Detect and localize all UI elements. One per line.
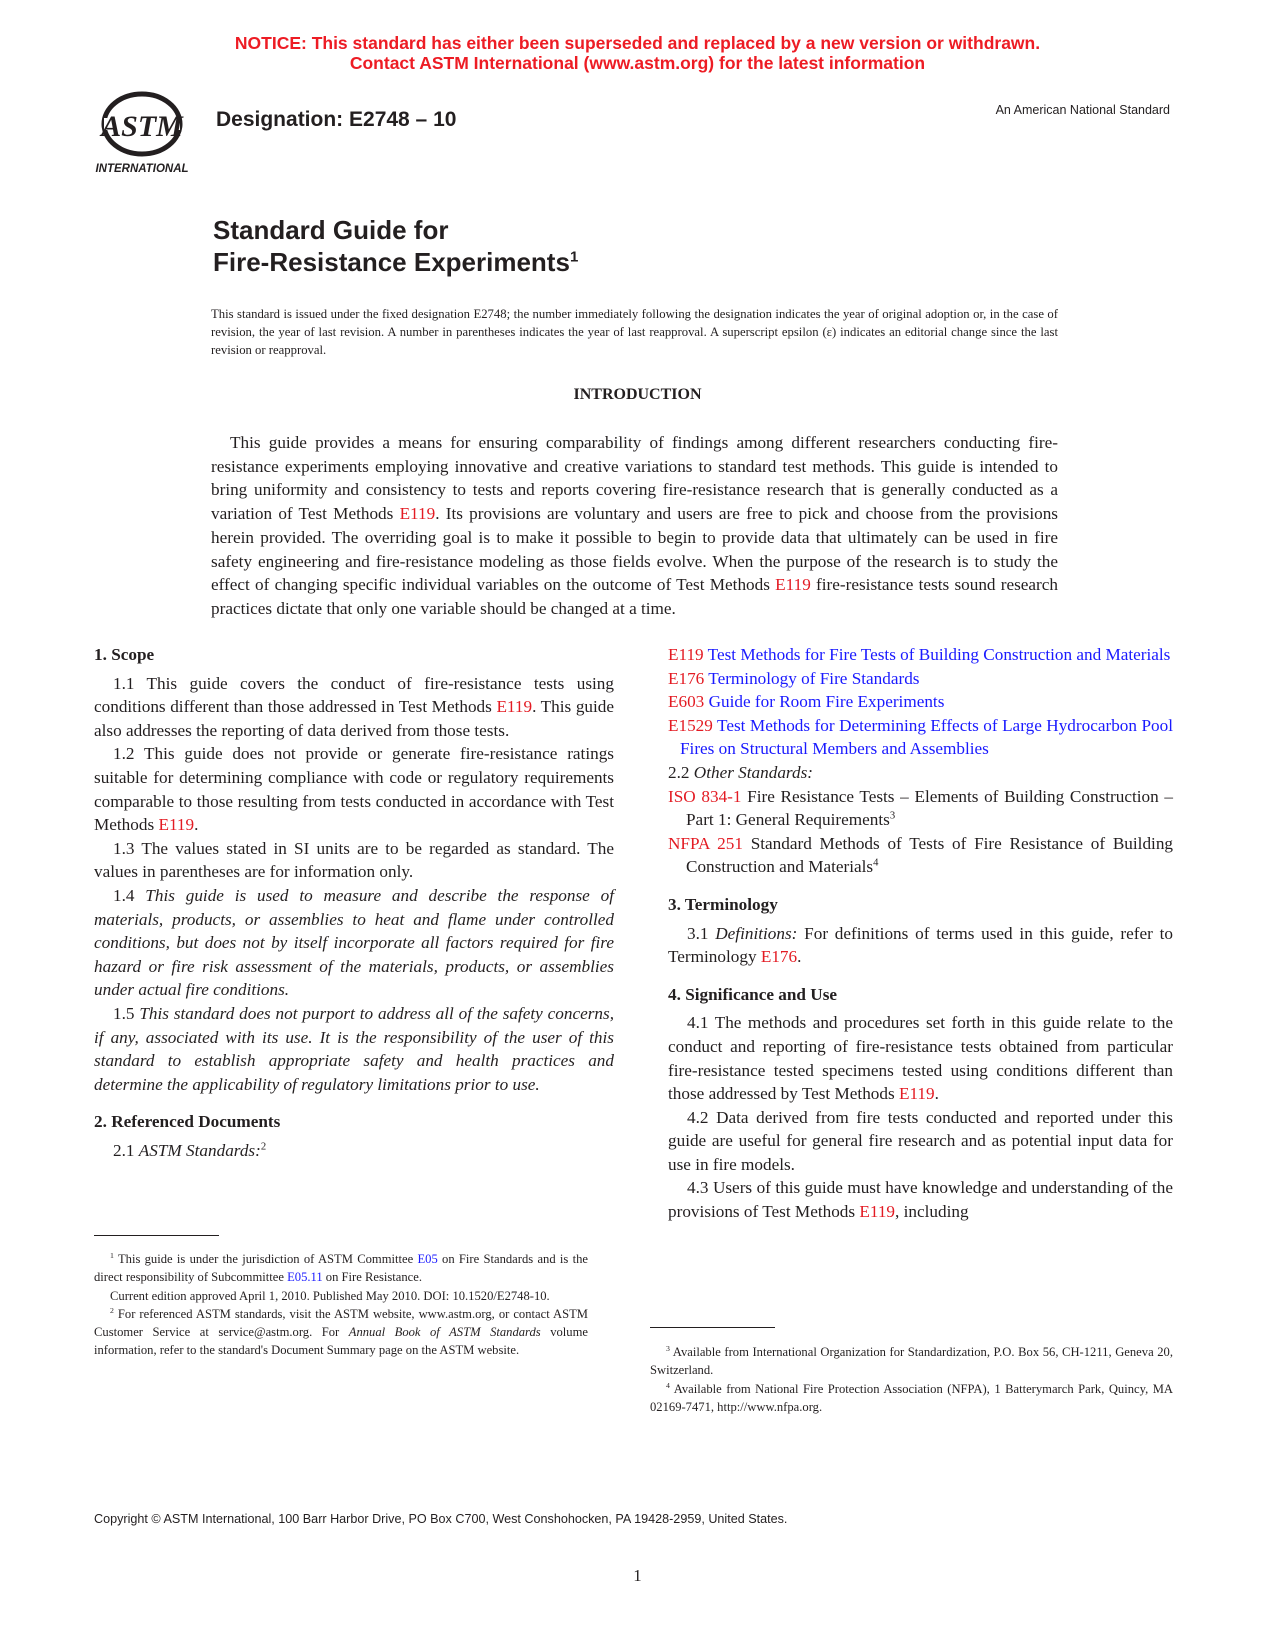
footnotes-right xyxy=(650,1343,1173,1416)
ref-title-e119[interactable]: Test Methods for Fire Tests of Building Construction and Materials xyxy=(707,645,1171,664)
link-e119[interactable]: E119 xyxy=(158,815,195,835)
footnote-2: $^2$ For referenced ASTM standards, visit the ASTM website, www.astm.org, or contact ASTM Customer Service at service@astm.org. For Annual Book of ASTM Standards volume information, refer to the standard's Document Summary page on the ASTM website. xyxy=(94,1305,588,1358)
notice-line-1: NOTICE: This standard has either been superseded and replaced by a new version or withdrawn. xyxy=(234,33,1041,53)
footnote-rule-right xyxy=(650,1327,775,1328)
para-1-2: 1.2 This guide does not provide or generate fire-resistance ratings suitable for determining compliance with code or regulatory requirements comparable to those resulting from tests conducted in accordance with Test Methods E119. xyxy=(94,744,614,835)
footnote-3: $^3$ Available from International Organization for Standardization, P.O. Box 56, CH-1211, Geneva 20, Switzerland. xyxy=(650,1343,1173,1378)
footnote-1: $^1$ This guide is under the jurisdiction of ASTM Committee E05 on Fire Standards and is the direct responsibility of Subcommittee E05.11 on Fire Resistance. xyxy=(94,1250,588,1285)
intro-text-2: . Its provisions are voluntary and users are free to pick and choose from the provisions herein provided. The overriding goal is to make it possible to begin to provide data that ultimately can be used in fire safety engineering and fire-resistance modeling as those fields evolve. When the purpose of the research is to study the effect of changing specific individual variables on the outcome of Test Methods xyxy=(211,504,1058,595)
astm-logo xyxy=(92,86,192,178)
footnote-ref-3[interactable]: 3 xyxy=(889,810,896,822)
link-e119[interactable]: E119 xyxy=(399,504,436,524)
link-e05[interactable]: E05 xyxy=(417,1252,438,1266)
footnote-1-edition: Current edition approved April 1, 2010. Published May 2010. DOI: 10.1520/E2748-10. xyxy=(110,1288,550,1303)
introduction-text xyxy=(211,431,1058,621)
ref-iso-834-1: ISO 834-1 Fire Resistance Tests – Elements of Building Construction – Part 1: General Requirements$^3$ xyxy=(668,786,1174,830)
footnote-ref-2[interactable]: 2 xyxy=(260,1141,267,1153)
page-number: 1 xyxy=(633,1566,642,1585)
notice-banner xyxy=(0,33,1275,73)
para-4-1: 4.1 The methods and procedures set forth in this guide relate to the conduct and reporting of fire-resistance tests obtained from particular fire-resistance tested specimens tested using conditions different than those addressed by Test Methods E119. xyxy=(668,1013,1173,1104)
link-e1529[interactable]: E1529 xyxy=(668,715,713,735)
footnote-4: $^4$ Available from National Fire Protection Association (NFPA), 1 Batterymarch Park, Quincy, MA 02169-7471, http://www.nfpa.org. xyxy=(650,1380,1173,1414)
ref-e1529 xyxy=(668,714,1173,761)
link-e119[interactable]: E119 xyxy=(496,697,533,717)
footnotes-left xyxy=(94,1250,588,1360)
title-line-1: Standard Guide for xyxy=(213,215,449,245)
section-3-heading: 3. Terminology xyxy=(668,894,778,914)
introduction-heading: INTRODUCTION xyxy=(573,386,702,403)
ref-title-e1529[interactable]: Test Methods for Determining Effects of Large Hydrocarbon Pool Fires on Structural Members and Assemblies xyxy=(680,715,1173,759)
link-e119[interactable]: E119 xyxy=(775,575,811,595)
para-4-2: 4.2 Data derived from fire tests conducted and reported under this guide are useful for general fire research and as potential input data for use in fire models. xyxy=(668,1107,1173,1174)
ref-e119 xyxy=(668,643,1173,667)
ref-e176 xyxy=(668,667,1173,691)
para-1-4: 1.4 This guide is used to measure and describe the response of materials, products, or assemblies to heat and flame under controlled conditions, but does not by itself incorporate all factors required for fire hazard or fire risk assessment of the materials, products, or assemblies under actual fire conditions. xyxy=(94,885,614,1000)
document-title xyxy=(213,214,578,278)
link-nfpa-251[interactable]: NFPA 251 xyxy=(668,833,743,853)
section-1-heading: 1. Scope xyxy=(94,645,155,664)
designation: Designation: E2748 – 10 xyxy=(216,108,457,131)
logo-text: ASTM xyxy=(101,110,183,143)
american-national-standard: An American National Standard xyxy=(995,103,1170,117)
section-2-heading: 2. Referenced Documents xyxy=(94,1112,281,1132)
ref-title-e176[interactable]: Terminology of Fire Standards xyxy=(708,668,920,688)
logo-subtext: INTERNATIONAL xyxy=(95,163,189,175)
link-e119[interactable]: E119 xyxy=(859,1202,896,1222)
ref-title-e603[interactable]: Guide for Room Fire Experiments xyxy=(708,692,945,712)
link-iso-834-1[interactable]: ISO 834-1 xyxy=(668,786,742,806)
title-line-2: Fire-Resistance Experiments xyxy=(213,247,570,277)
astm-logo-icon xyxy=(92,86,192,178)
link-e05-11[interactable]: E05.11 xyxy=(287,1270,323,1285)
link-e176[interactable]: E176 xyxy=(668,668,705,688)
right-column xyxy=(668,643,1173,1224)
link-e603[interactable]: E603 xyxy=(668,692,705,712)
para-3-1: 3.1 Definitions: For definitions of terms used in this guide, refer to Terminology E176. xyxy=(668,923,1173,967)
ref-nfpa-251: NFPA 251 Standard Methods of Tests of Fire Resistance of Building Construction and Materials$^4$ xyxy=(668,833,1174,877)
left-column xyxy=(94,643,614,1162)
para-2-2: 2.2 Other Standards: xyxy=(668,762,813,782)
intro-text-3: fire-resistance tests sound research practices dictate that only one variable should be changed at a time. xyxy=(211,575,1058,618)
footnote-ref-4[interactable]: 4 xyxy=(873,857,879,869)
link-e176[interactable]: E176 xyxy=(760,947,798,967)
para-4-3: 4.3 Users of this guide must have knowledge and understanding of the provisions of Test Methods E119, including xyxy=(668,1178,1173,1222)
footnote-rule-left xyxy=(94,1235,219,1236)
intro-text-1: This guide provides a means for ensuring comparability of findings among different researchers conducting fire-resistance experiments employing innovative and creative variations to standard test methods. This guide is intended to bring uniformity and consistency to tests and reports covering fire-resistance research that is generally conducted as a variation of Test Methods xyxy=(211,433,1058,524)
link-e119[interactable]: E119 xyxy=(668,645,704,664)
title-footnote-ref[interactable]: 1 xyxy=(569,248,579,266)
section-4-heading: 4. Significance and Use xyxy=(668,984,838,1004)
para-1-5: 1.5 This standard does not purport to address all of the safety concerns, if any, associated with its use. It is the responsibility of the user of this standard to establish appropriate safety and health practices and determine the applicability of regulatory limitations prior to use. xyxy=(94,1003,614,1094)
para-1-3: 1.3 The values stated in SI units are to be regarded as standard. The values in parentheses are for information only. xyxy=(94,838,614,882)
ref-e603 xyxy=(668,690,1173,714)
para-1-1: 1.1 This guide covers the conduct of fire-resistance tests using conditions different than those addressed in Test Methods E119. This guide also addresses the reporting of data derived from those tests. xyxy=(94,673,614,740)
copyright-line: Copyright © ASTM International, 100 Barr Harbor Drive, PO Box C700, West Conshohocken, PA 19428-2959, United States. xyxy=(94,1512,788,1526)
link-e119[interactable]: E119 xyxy=(898,1084,935,1104)
notice-line-2: Contact ASTM International (www.astm.org) for the latest information xyxy=(349,53,926,73)
para-2-1: 2.1 ASTM Standards:$^2$ xyxy=(113,1140,267,1160)
issuance-statement: This standard is issued under the fixed designation E2748; the number immediately following the designation indicates the year of original adoption or, in the case of revision, the year of last revision. A number in parentheses indicates the year of last reapproval. A superscript epsilon (ε) indicates an editorial change since the last revision or reapproval. xyxy=(211,307,1058,358)
